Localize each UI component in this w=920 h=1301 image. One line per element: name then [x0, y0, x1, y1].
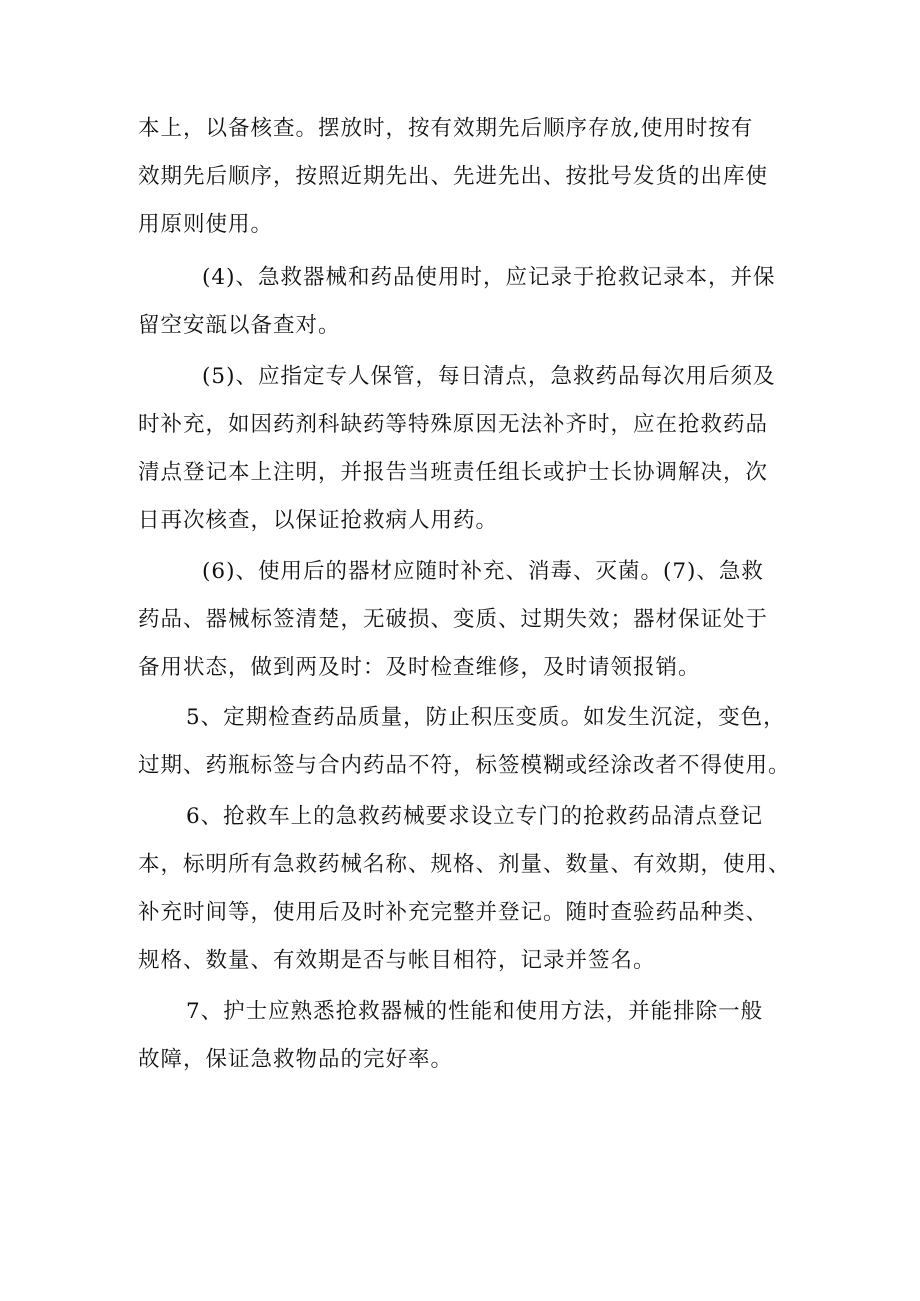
text-line: 本，标明所有急救药械名称、规格、剂量、数量、有效期，使用、: [138, 852, 791, 877]
text-line: 补充时间等，使用后及时补充完整并登记。随时查验药品种类、: [138, 900, 769, 925]
text-line: 时补充，如因药剂科缺药等特殊原因无法补齐时，应在抢救药品: [138, 412, 769, 437]
text-line: 日再次核查，以保证抢救病人用药。: [138, 508, 499, 533]
text-line: 5、定期检查药品质量，防止积压变质。如发生沉淀，变色，: [186, 705, 786, 730]
text-line: 用原则使用。: [138, 212, 274, 237]
text-line: (5)、应指定专人保管，每日清点，急救药品每次用后须及: [202, 364, 776, 389]
text-line: (4)、急救器械和药品使用时，应记录于抢救记录本，并保: [202, 265, 776, 290]
text-line: 本上，以备核查。摆放时，按有效期先后顺序存放,使用时按有: [138, 116, 754, 141]
text-line: 留空安瓿以备查对。: [138, 313, 341, 338]
text-line: 过期、药瓶标签与合内药品不符，标签模糊或经涂改者不得使用。: [138, 753, 791, 778]
text-line: 备用状态，做到两及时：及时检查维修，及时请领报销。: [138, 655, 701, 680]
text-line: 故障，保证急救物品的完好率。: [138, 1047, 454, 1072]
text-line: 清点登记本上注明，并报告当班责任组长或护士长协调解决，次: [138, 460, 769, 485]
text-line: 7、护士应熟悉抢救器械的性能和使用方法，并能排除一般: [186, 999, 764, 1024]
text-line: 效期先后顺序，按照近期先出、先进先出、按批号发货的出库使: [138, 164, 769, 189]
text-line: 规格、数量、有效期是否与帐目相符，记录并签名。: [138, 948, 656, 973]
text-line: (6)、使用后的器材应随时补充、消毒、灭菌。(7)、急救: [202, 559, 764, 584]
text-line: 6、抢救车上的急救药械要求设立专门的抢救药品清点登记: [186, 804, 764, 829]
text-line: 药品、器械标签清楚，无破损、变质、过期失效；器材保证处于: [138, 607, 769, 632]
